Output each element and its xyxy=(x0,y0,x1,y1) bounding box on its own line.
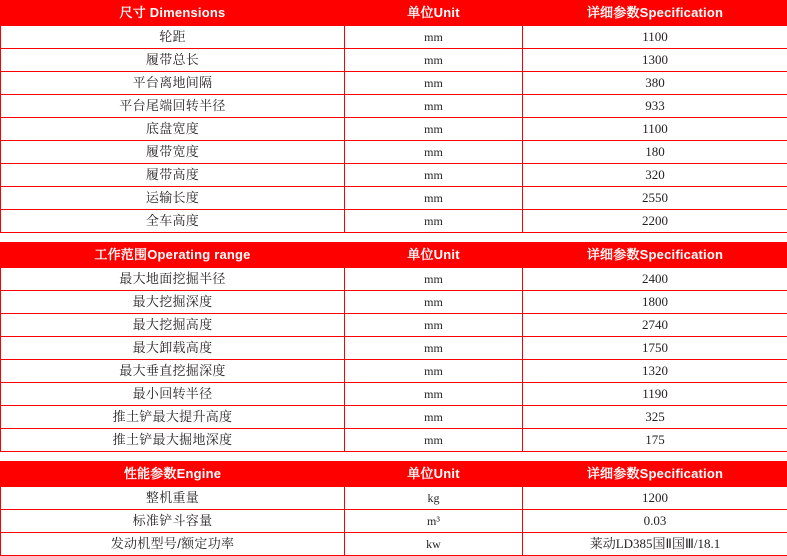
row-name: 推土铲最大提升高度 xyxy=(1,406,345,429)
table-row xyxy=(1,510,787,533)
row-name: 最小回转半径 xyxy=(1,383,345,406)
row-value: 1300 xyxy=(523,49,787,72)
row-name: 履带宽度 xyxy=(1,141,345,164)
row-value: 2400 xyxy=(523,268,787,291)
table-header-row xyxy=(1,462,787,487)
row-unit: mm xyxy=(345,210,523,233)
table-row xyxy=(1,383,787,406)
column-header-spec: 详细参数Specification xyxy=(523,243,787,268)
column-header-unit: 单位Unit xyxy=(345,1,523,26)
row-unit: mm xyxy=(345,72,523,95)
row-value: 933 xyxy=(523,95,787,118)
row-unit: mm xyxy=(345,383,523,406)
dimensions-table xyxy=(0,0,787,233)
row-unit: mm xyxy=(345,164,523,187)
row-name: 整机重量 xyxy=(1,487,345,510)
row-unit: mm xyxy=(345,95,523,118)
row-name: 最大垂直挖掘深度 xyxy=(1,360,345,383)
row-value: 2550 xyxy=(523,187,787,210)
row-unit: kg xyxy=(345,487,523,510)
row-unit: mm xyxy=(345,187,523,210)
row-name: 底盘宽度 xyxy=(1,118,345,141)
row-name: 平台尾端回转半径 xyxy=(1,95,345,118)
column-header-unit: 单位Unit xyxy=(345,243,523,268)
row-name: 平台离地间隔 xyxy=(1,72,345,95)
row-value: 1800 xyxy=(523,291,787,314)
row-value: 2200 xyxy=(523,210,787,233)
row-unit: mm xyxy=(345,26,523,49)
row-value: 1190 xyxy=(523,383,787,406)
operating-range-table xyxy=(0,242,787,452)
table-row xyxy=(1,164,787,187)
row-unit: mm xyxy=(345,429,523,452)
row-unit: mm xyxy=(345,49,523,72)
row-value: 325 xyxy=(523,406,787,429)
row-unit: mm xyxy=(345,314,523,337)
table-row xyxy=(1,291,787,314)
row-value: 320 xyxy=(523,164,787,187)
row-unit: mm xyxy=(345,406,523,429)
row-name: 全车高度 xyxy=(1,210,345,233)
table-row xyxy=(1,360,787,383)
row-value: 1320 xyxy=(523,360,787,383)
column-header-spec: 详细参数Specification xyxy=(523,462,787,487)
row-unit: mm xyxy=(345,118,523,141)
row-name: 最大地面挖掘半径 xyxy=(1,268,345,291)
table-row xyxy=(1,187,787,210)
table-row xyxy=(1,72,787,95)
row-name: 最大挖掘深度 xyxy=(1,291,345,314)
row-unit: kw xyxy=(345,533,523,556)
row-name: 推土铲最大掘地深度 xyxy=(1,429,345,452)
table-row xyxy=(1,26,787,49)
row-value: 380 xyxy=(523,72,787,95)
row-unit: m³ xyxy=(345,510,523,533)
table-row xyxy=(1,533,787,556)
row-value: 1750 xyxy=(523,337,787,360)
row-unit: mm xyxy=(345,141,523,164)
column-header-name: 工作范围Operating range xyxy=(1,243,345,268)
table-row xyxy=(1,141,787,164)
column-header-unit: 单位Unit xyxy=(345,462,523,487)
table-row xyxy=(1,487,787,510)
row-value: 莱动LD385国Ⅱ国Ⅲ/18.1 xyxy=(523,533,787,556)
table-row xyxy=(1,268,787,291)
table-row xyxy=(1,406,787,429)
row-value: 1100 xyxy=(523,118,787,141)
row-unit: mm xyxy=(345,268,523,291)
row-unit: mm xyxy=(345,337,523,360)
row-name: 最大卸载高度 xyxy=(1,337,345,360)
column-header-spec: 详细参数Specification xyxy=(523,1,787,26)
row-value: 180 xyxy=(523,141,787,164)
table-row xyxy=(1,95,787,118)
row-name: 履带总长 xyxy=(1,49,345,72)
row-name: 履带高度 xyxy=(1,164,345,187)
row-value: 1200 xyxy=(523,487,787,510)
table-header-row xyxy=(1,243,787,268)
row-value: 175 xyxy=(523,429,787,452)
row-value: 0.03 xyxy=(523,510,787,533)
table-row xyxy=(1,49,787,72)
row-value: 1100 xyxy=(523,26,787,49)
table-row xyxy=(1,337,787,360)
table-row xyxy=(1,429,787,452)
column-header-name: 尺寸 Dimensions xyxy=(1,1,345,26)
table-header-row xyxy=(1,1,787,26)
row-name: 轮距 xyxy=(1,26,345,49)
row-name: 运输长度 xyxy=(1,187,345,210)
row-value: 2740 xyxy=(523,314,787,337)
row-name: 标准铲斗容量 xyxy=(1,510,345,533)
row-name: 最大挖掘高度 xyxy=(1,314,345,337)
row-unit: mm xyxy=(345,291,523,314)
row-name: 发动机型号/额定功率 xyxy=(1,533,345,556)
table-row xyxy=(1,210,787,233)
row-unit: mm xyxy=(345,360,523,383)
table-row xyxy=(1,118,787,141)
column-header-name: 性能参数Engine xyxy=(1,462,345,487)
engine-table xyxy=(0,461,787,556)
table-row xyxy=(1,314,787,337)
